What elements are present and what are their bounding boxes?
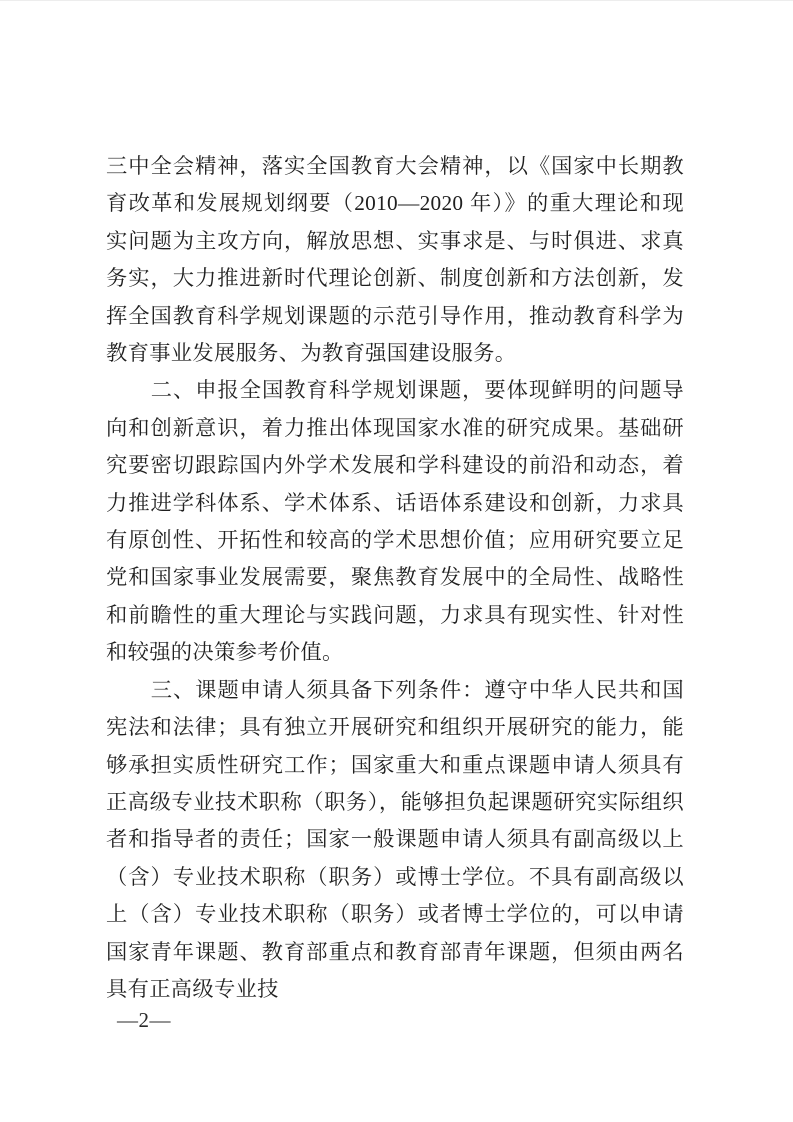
body-paragraph-continuation: 三中全会精神，落实全国教育大会精神，以《国家中长期教育改革和发展规划纲要（2010—2020 年）》的重大理论和现实问题为主攻方向，解放思想、实事求是、与时俱进、求真务实，大力推进新时代理论创新、制度创新和方法创新，发挥全国教育科学规划课题的示范引导作用，推动教育科学为教育事业发展服务、为教育强国建设服务。: [106, 154, 684, 366]
body-paragraph-item-2: 二、申报全国教育科学规划课题，要体现鲜明的问题导向和创新意识，着力推出体现国家水准的研究成果。基础研究要密切跟踪国内外学术发展和学科建设的前沿和动态，着力推进学科体系、学术体系、话语体系建设和创新，力求具有原创性、开拓性和较高的学术思想价值；应用研究要立足党和国家事业发展需要，聚焦教育发展中的全局性、战略性和前瞻性的重大理论与实践问题，力求具有现实性、针对性和较强的决策参考价值。: [106, 378, 684, 665]
page-number: —2—: [117, 1008, 171, 1032]
document-body: [106, 148, 684, 1008]
body-paragraph-item-3: 三、课题申请人须具备下列条件：遵守中华人民共和国宪法和法律；具有独立开展研究和组织开展研究的能力，能够承担实质性研究工作；国家重大和重点课题申请人须具有正高级专业技术职称（职务），能够担负起课题研究实际组织者和指导者的责任；国家一般课题申请人须具有副高级以上（含）专业技术职称（职务）或博士学位。不具有副高级以上（含）专业技术职称（职务）或者博士学位的，可以申请国家青年课题、教育部重点和教育部青年课题，但须由两名具有正高级专业技: [106, 677, 684, 1001]
